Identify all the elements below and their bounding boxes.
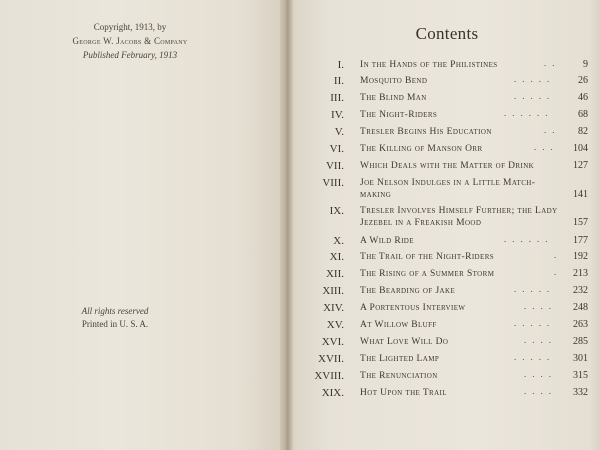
chapter-page: 232 (573, 285, 588, 296)
chapter-page: 141 (573, 189, 588, 200)
chapter-title: The Blind Man (360, 93, 427, 103)
chapter-number: III. (330, 92, 344, 104)
chapter-page: 192 (573, 251, 588, 262)
page-edge-shadow (590, 0, 600, 450)
chapter-title: A Portentous Interview (360, 303, 466, 313)
leader-dots: ..... (514, 284, 556, 294)
chapter-number: XIII. (322, 285, 344, 297)
contents-row (294, 176, 600, 200)
chapter-page: 26 (578, 75, 588, 86)
contents-row (294, 142, 600, 156)
chapter-title: The Night-Riders (360, 110, 438, 120)
leader-dots: .... (524, 386, 557, 396)
rights-block (60, 305, 170, 331)
contents-row (294, 267, 600, 281)
chapter-title: The Renunciation (360, 371, 438, 381)
chapter-page: 248 (573, 302, 588, 313)
contents-row (294, 318, 600, 332)
chapter-title: Mosquito Bend (360, 76, 428, 86)
chapter-page: 285 (573, 336, 588, 347)
contents-row (294, 74, 600, 88)
chapter-title: The Trail of the Night-Riders (360, 252, 495, 262)
chapter-number: I. (337, 59, 344, 71)
chapter-title: The Killing of Manson Orr (360, 144, 483, 154)
chapter-page: 157 (573, 217, 588, 228)
contents-row (294, 301, 600, 315)
chapter-number: XVIII. (314, 370, 344, 382)
chapter-page: 46 (578, 92, 588, 103)
chapter-number: XI. (329, 251, 344, 263)
chapter-number: XII. (325, 268, 344, 280)
chapter-page: 301 (573, 353, 588, 364)
contents-row (294, 250, 600, 264)
leader-dots: ..... (514, 91, 556, 101)
chapter-title: Tresler Begins His Education (360, 127, 492, 137)
chapter-number: IV. (331, 109, 344, 121)
publisher-name: George W. Jacobs & Company (72, 36, 188, 46)
chapter-number: XIX. (321, 387, 344, 399)
leader-dots: ..... (514, 352, 556, 362)
chapter-page: 315 (573, 370, 588, 381)
contents-row (294, 234, 600, 248)
chapter-page: 127 (573, 160, 588, 171)
chapter-title: Tresler Involves Himself Further; the Lady Jezebel in a Freakish Mood (360, 206, 558, 228)
chapter-title: A Wild Ride (360, 236, 414, 246)
leader-dots: .. (544, 58, 561, 68)
chapter-number: V. (334, 126, 344, 138)
contents-row (294, 108, 600, 122)
copyright-line: Copyright, 1913, by (93, 22, 167, 32)
contents-heading: Contents (415, 24, 479, 43)
chapter-number: XV. (326, 319, 344, 331)
contents-row (294, 204, 600, 228)
chapter-page: 213 (573, 268, 588, 279)
chapter-number: II. (333, 75, 344, 87)
chapter-title: The Rising of a Summer Storm (360, 269, 495, 279)
left-page (0, 0, 284, 450)
chapter-number: IX. (329, 205, 344, 217)
leader-dots: . (554, 267, 563, 277)
leader-dots: . (554, 250, 563, 260)
contents-row (294, 352, 600, 366)
chapter-number: VI. (329, 143, 344, 155)
chapter-page: 332 (573, 387, 588, 398)
copyright-block (50, 20, 210, 62)
leader-dots: ... (534, 142, 559, 152)
chapter-number: X. (333, 235, 344, 247)
contents-row (294, 335, 600, 349)
leader-dots: ..... (514, 74, 556, 84)
chapter-title: Hot Upon the Trail (360, 388, 447, 398)
publication-date: Published February, 1913 (82, 50, 178, 60)
chapter-page: 263 (573, 319, 588, 330)
chapter-title: What Love Will Do (360, 337, 449, 347)
printed-notice: Printed in U. S. A. (81, 319, 149, 329)
rights-notice: All rights reserved (81, 306, 149, 316)
chapter-title: The Lighted Lamp (360, 354, 440, 364)
chapter-title: At Willow Bluff (360, 320, 437, 330)
contents-row (294, 284, 600, 298)
leader-dots: ...... (504, 108, 554, 118)
chapter-number: VIII. (322, 177, 344, 189)
leader-dots: .... (524, 335, 557, 345)
chapter-title: The Bearding of Jake (360, 286, 456, 296)
chapter-number: XVI. (321, 336, 344, 348)
chapter-number: VII. (325, 160, 344, 172)
chapter-page: 9 (583, 59, 588, 70)
chapter-title: Which Deals with the Matter of Drink (360, 161, 535, 171)
chapter-page: 177 (573, 235, 588, 246)
contents-row (294, 125, 600, 139)
chapter-page: 104 (573, 143, 588, 154)
contents-row (294, 58, 600, 72)
leader-dots: .... (524, 301, 557, 311)
contents-row (294, 91, 600, 105)
contents-row (294, 159, 600, 173)
chapter-page: 82 (578, 126, 588, 137)
chapter-title: Joe Nelson Indulges in a Little Match-making (360, 178, 536, 200)
chapter-number: XIV. (323, 302, 344, 314)
chapter-number: XVII. (318, 353, 344, 365)
leader-dots: .. (544, 125, 561, 135)
leader-dots: .... (524, 369, 557, 379)
contents-row (294, 386, 600, 400)
contents-row (294, 369, 600, 383)
leader-dots: ..... (514, 318, 556, 328)
chapter-page: 68 (578, 109, 588, 120)
leader-dots: ...... (504, 234, 554, 244)
chapter-title: In the Hands of the Philistines (360, 60, 498, 70)
